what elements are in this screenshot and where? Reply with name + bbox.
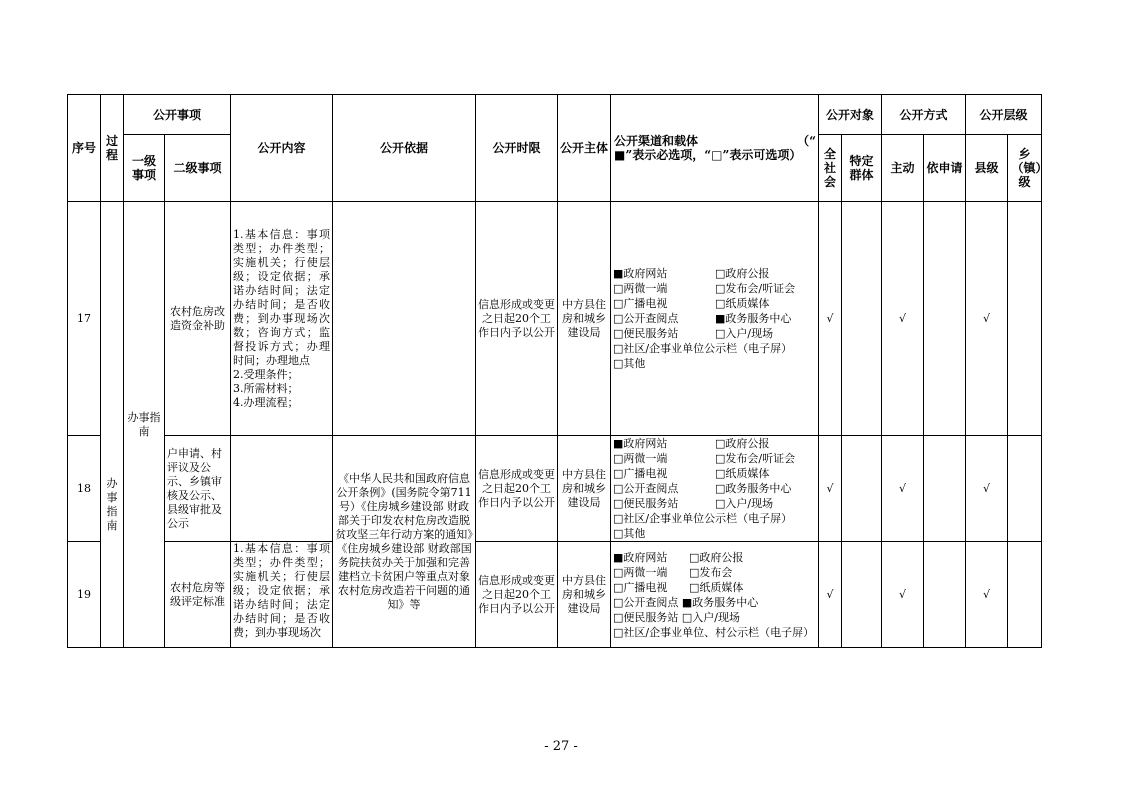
row-channels xyxy=(611,436,819,542)
header-content: 公开内容 xyxy=(231,95,333,202)
row-channels xyxy=(611,542,819,648)
header-method-group: 公开方式 xyxy=(882,95,966,135)
channel-option: □政府公报 xyxy=(715,437,770,450)
row-object-specific xyxy=(842,542,882,648)
row-time-limit: 信息形成或变更之日起20个工作日内予以公开 xyxy=(476,542,558,648)
header-subject: 公开主体 xyxy=(558,95,611,202)
row-object-specific xyxy=(842,436,882,542)
row-content: 1.基本信息：事项类型；办件类型；实施机关；行使层级；设定依据；承诺办结时间；法定办结时间；是否收费；到办事现场次数；咨询方式；监督投诉方式；办理时间；办理地点 2.受理条件； 3.所需材料； 4.办理流程； xyxy=(231,202,333,436)
row-subject: 中方县住房和城乡建设局 xyxy=(558,542,611,648)
table-row xyxy=(68,542,1042,648)
row-seq: 18 xyxy=(68,436,101,542)
row-time-limit: 信息形成或变更之日起20个工作日内予以公开 xyxy=(476,202,558,436)
process-cell: 办事指南 xyxy=(101,202,124,648)
row-level-county: √ xyxy=(966,202,1008,436)
header-process: 过程 xyxy=(101,95,124,202)
channel-option: □发布会/听证会 xyxy=(715,282,796,295)
header-basis: 公开依据 xyxy=(333,95,476,202)
row-channels xyxy=(611,202,819,436)
channel-option: □入户/现场 xyxy=(715,497,774,510)
header-method-apply: 依申请 xyxy=(924,135,966,202)
disclosure-table xyxy=(67,94,1048,648)
row-method-active: √ xyxy=(882,542,924,648)
channel-option: □政务服务中心 xyxy=(715,482,792,495)
channel-option: □入户/现场 xyxy=(715,327,774,340)
content-spacer xyxy=(231,436,333,542)
header-time-limit: 公开时限 xyxy=(476,95,558,202)
row-level-town xyxy=(1008,202,1042,436)
row-method-apply xyxy=(924,436,966,542)
channel-option: ■政务服务中心 xyxy=(715,312,792,325)
header-level-county: 县级 xyxy=(966,135,1008,202)
row-object-specific xyxy=(842,202,882,436)
row-time-limit: 信息形成或变更之日起20个工作日内予以公开 xyxy=(476,436,558,542)
channel-option: □社区/企事业单位、村公示栏（电子屏） xyxy=(613,625,815,639)
channel-option: □公开查阅点 xyxy=(613,482,679,495)
row-method-apply xyxy=(924,542,966,648)
table-row xyxy=(68,436,1042,542)
channel-option: □两微一端 xyxy=(613,282,668,295)
header-channel-note-a: （“ xyxy=(797,134,816,148)
channel-option: □纸质媒体 xyxy=(715,467,770,480)
header-level-group: 公开层级 xyxy=(966,95,1042,135)
row-method-apply xyxy=(924,202,966,436)
channel-option: □其他 xyxy=(613,357,646,370)
channel-option: □便民服务站 □入户/现场 xyxy=(613,610,740,624)
channel-option: □社区/企事业单位公示栏（电子屏） xyxy=(613,342,793,355)
row-level-county: √ xyxy=(966,542,1008,648)
header-channel xyxy=(611,95,819,202)
channel-option: □广播电视 xyxy=(613,297,668,310)
header-seq: 序号 xyxy=(68,95,101,202)
channel-option: □便民服务站 xyxy=(613,497,679,510)
header-channel-title: 公开渠道和载体 xyxy=(614,134,699,148)
row-level2: 农村危房等级评定标准 xyxy=(165,542,231,648)
row-level2: 农村危房改造资金补助 xyxy=(165,202,231,436)
channel-option: □社区/企事业单位公示栏（电子屏） xyxy=(613,512,793,525)
header-item-group: 公开事项 xyxy=(124,95,231,135)
channel-option: □发布会/听证会 xyxy=(715,452,796,465)
header-object-specific: 特定群体 xyxy=(842,135,882,202)
channel-option: □纸质媒体 xyxy=(689,580,744,594)
row-level2: 户申请、村评议及公示、乡镇审核及公示、县级审批及公示 xyxy=(165,436,231,542)
channel-option: □便民服务站 xyxy=(613,327,679,340)
row-seq: 19 xyxy=(68,542,101,648)
header-channel-note-b: ■”表示必选项，“□”表示可选项） xyxy=(614,148,802,162)
row-content: 1.基本信息：事项类型；办件类型；实施机关；行使层级；设定依据；承诺办结时间；法定办结时间；是否收费；到办事现场次 xyxy=(231,542,333,648)
content-item: 3.所需材料； xyxy=(233,381,299,395)
channel-option: □公开查阅点 ■政务服务中心 xyxy=(613,595,759,609)
row-level-county: √ xyxy=(966,436,1008,542)
shared-basis: 《中华人民共和国政府信息公开条例》(国务院令第711号）《住房城乡建设部 财政部关于印发农村危房改造脱贫攻坚三年行动方案的通知》《住房城乡建设部 财政部国务院扶贫办关于加强和完善建档立卡贫困户等重点对象农村危房改造若干问题的通知》等 xyxy=(333,436,476,648)
header-method-active: 主动 xyxy=(882,135,924,202)
channel-option: □政府公报 xyxy=(715,267,770,280)
content-item: 4.办理流程； xyxy=(233,395,299,409)
channel-option: □纸质媒体 xyxy=(715,297,770,310)
row-method-active: √ xyxy=(882,436,924,542)
row-level-town xyxy=(1008,542,1042,648)
header-object-all: 全社会 xyxy=(819,135,842,202)
header-object-group: 公开对象 xyxy=(819,95,882,135)
channel-option: □广播电视 xyxy=(613,580,668,594)
row-seq: 17 xyxy=(68,202,101,436)
header-level-town: 乡（镇）级 xyxy=(1008,135,1042,202)
row-object-all: √ xyxy=(819,542,842,648)
row-object-all: √ xyxy=(819,436,842,542)
content-item: 2.受理条件； xyxy=(233,367,299,381)
row-level-town xyxy=(1008,436,1042,542)
row-object-all: √ xyxy=(819,202,842,436)
channel-option: ■政府网站 xyxy=(613,437,668,450)
channel-option: □两微一端 xyxy=(613,565,668,579)
row-subject: 中方县住房和城乡建设局 xyxy=(558,202,611,436)
row-method-active: √ xyxy=(882,202,924,436)
level1-cell: 办事指南 xyxy=(124,202,165,648)
channel-option: □发布会 xyxy=(689,565,733,579)
page-number: - 27 - xyxy=(544,739,578,754)
channel-option: □广播电视 xyxy=(613,467,668,480)
table-row xyxy=(68,202,1042,436)
channel-option: □政府公报 xyxy=(689,550,744,564)
channel-option: □其他 xyxy=(613,527,646,540)
header-level1: 一级事项 xyxy=(124,135,165,202)
header-level2: 二级事项 xyxy=(165,135,231,202)
basis-spacer xyxy=(333,202,476,436)
channel-option: □公开查阅点 xyxy=(613,312,679,325)
channel-option: □两微一端 xyxy=(613,452,668,465)
row-subject: 中方县住房和城乡建设局 xyxy=(558,436,611,542)
channel-option: ■政府网站 xyxy=(613,267,668,280)
channel-option: ■政府网站 xyxy=(613,550,668,564)
